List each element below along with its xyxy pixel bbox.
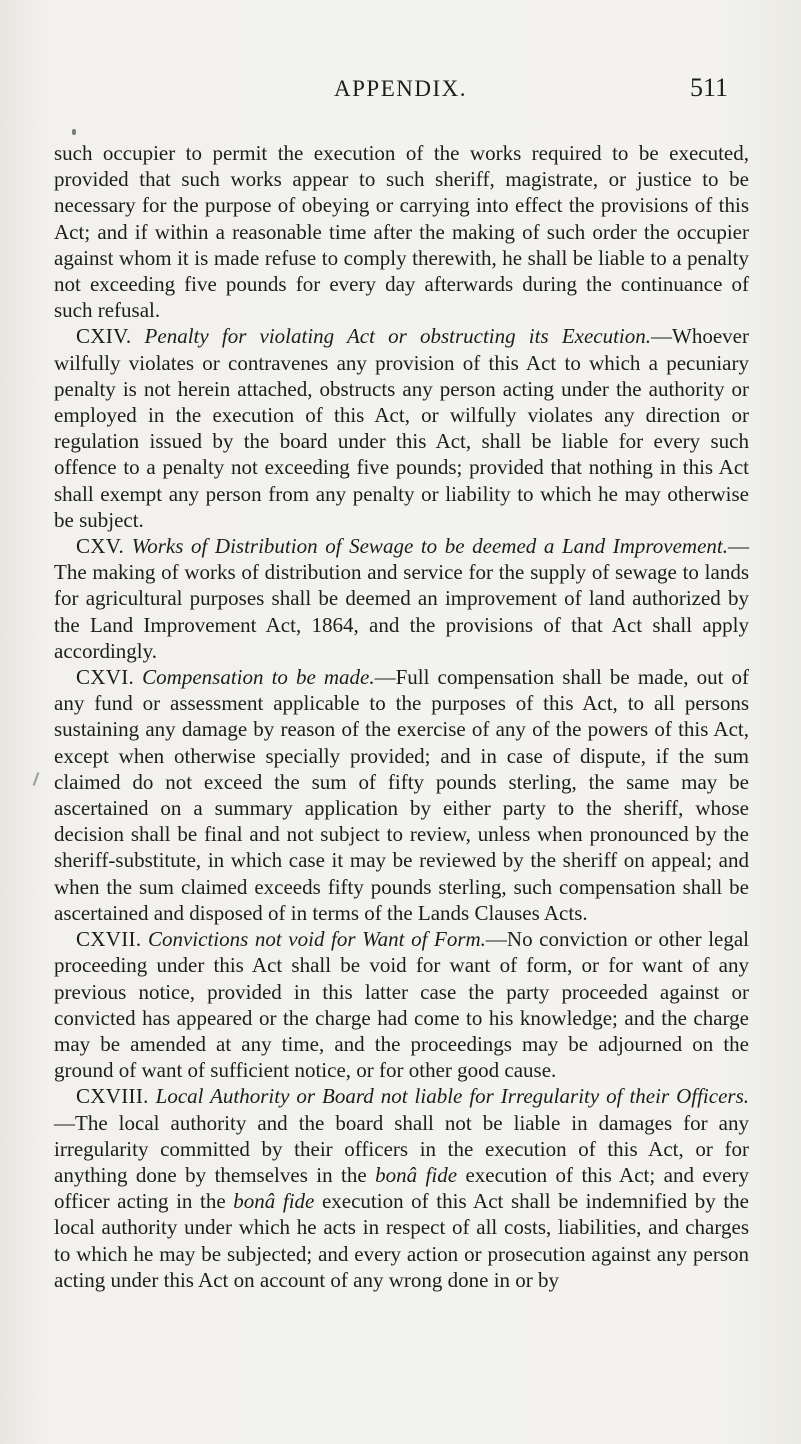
margin-mark [33, 772, 40, 786]
section-text: execution of this Act shall be indemnified by the local authority under which he acts in respect of all costs, liabilities, and charges to which he may be subjected; and every action or prosecution against any person acting under this Act on account of any wrong done in or by [54, 1189, 749, 1292]
section-text: —Full compensation shall be made, out of any fund or assessment applicable to the purposes of this Act, to all persons sustaining any damage by reason of the exercise of any of the powers of this Act, except when otherwise specially provided; and in case of dispute, if the sum claimed do not exceed the sum of fifty pounds sterling, the same may be ascertained on a summary application by either party to the sheriff, whose decision shall be final and not subject to review, unless when pronounced by the sheriff-substitute, in which case it may be reviewed by the sheriff on appeal; and when the sum claimed exceeds fifty pounds sterling, such compensation shall be ascertained and disposed of in terms of the Lands Clauses Acts. [54, 665, 750, 925]
ink-speck [72, 129, 76, 135]
section-text: —No conviction or other legal proceeding under this Act shall be void for want of form, or for want of any previous notice, provided in this latter case the party proceeded against or convicted has appeared or the charge had come to his knowledge; and the charge may be amended at any time, and the proceedings may be adjourned on the ground of want of sufficient notice, or for other good cause. [54, 927, 750, 1083]
section-text: —The local authority and the board shall not be liable in damages for any irregularity committed by their officers in the execution of this Act, or for anything done by themselves in the [54, 1110, 749, 1187]
page-header [0, 66, 801, 106]
page-body [54, 140, 749, 1293]
section-heading: Convictions not void for Want of Form. [147, 927, 486, 952]
section-text: execution of this Act; and every officer acting in the [54, 1162, 749, 1214]
section-cxviii [54, 1083, 749, 1293]
section-number: CXIV. [76, 324, 132, 349]
section-cxvii [54, 926, 749, 1083]
section-number: CXVII. [76, 927, 142, 952]
section-number: CXVIII. [76, 1084, 149, 1109]
paragraph-continuation [54, 140, 749, 323]
paragraph-text: such occupier to permit the execution of the works required to be executed, provided that such works appear to such sheriff, magistrate, or justice to be necessary for the purpose of obeying or carrying into effect the provisions of this Act; and if within a reasonable time after the making of such order the occupier against whom it is made refuse to comply therewith, he shall be liable to a penalty not exceeding five pounds for every day afterwards during the continuance of such refusal. [54, 141, 749, 323]
section-cxiv [54, 323, 749, 533]
section-text: —Whoever wilfully violates or contravenes any provision of this Act to which a pecuniary penalty is not herein attached, obstructs any person acting under the authority or employed in the execution of this Act, or wilfully violates any direction or regulation issued by the board under this Act, shall be liable for every such offence to a penalty not exceeding five pounds; provided that nothing in this Act shall exempt any person from any penalty or liability to which he may otherwise be subject. [54, 324, 749, 532]
section-number: CXV. [76, 534, 125, 559]
section-heading: Penalty for violating Act or obstructing its Execution. [144, 324, 652, 349]
section-heading: Works of Distribution of Sewage to be deemed a Land Improvement. [131, 534, 728, 559]
running-head: APPENDIX. [334, 76, 467, 101]
latin-phrase: bonâ fide [233, 1189, 315, 1214]
section-number: CXVI. [76, 665, 135, 690]
section-heading: Local Authority or Board not liable for Irregularity of their Officers. [155, 1084, 750, 1109]
page-number: 511 [689, 73, 728, 102]
section-cxvi [54, 664, 749, 926]
section-heading: Compensation to be made. [142, 665, 375, 690]
section-text: —The making of works of distribution and service for the supply of sewage to lands for agricultural purposes shall be deemed an improvement of land authorized by the Land Improvement Act, 1864, and the provisions of that Act shall apply accordingly. [54, 534, 749, 663]
section-cxv [54, 533, 749, 664]
latin-phrase: bonâ fide [375, 1162, 458, 1187]
